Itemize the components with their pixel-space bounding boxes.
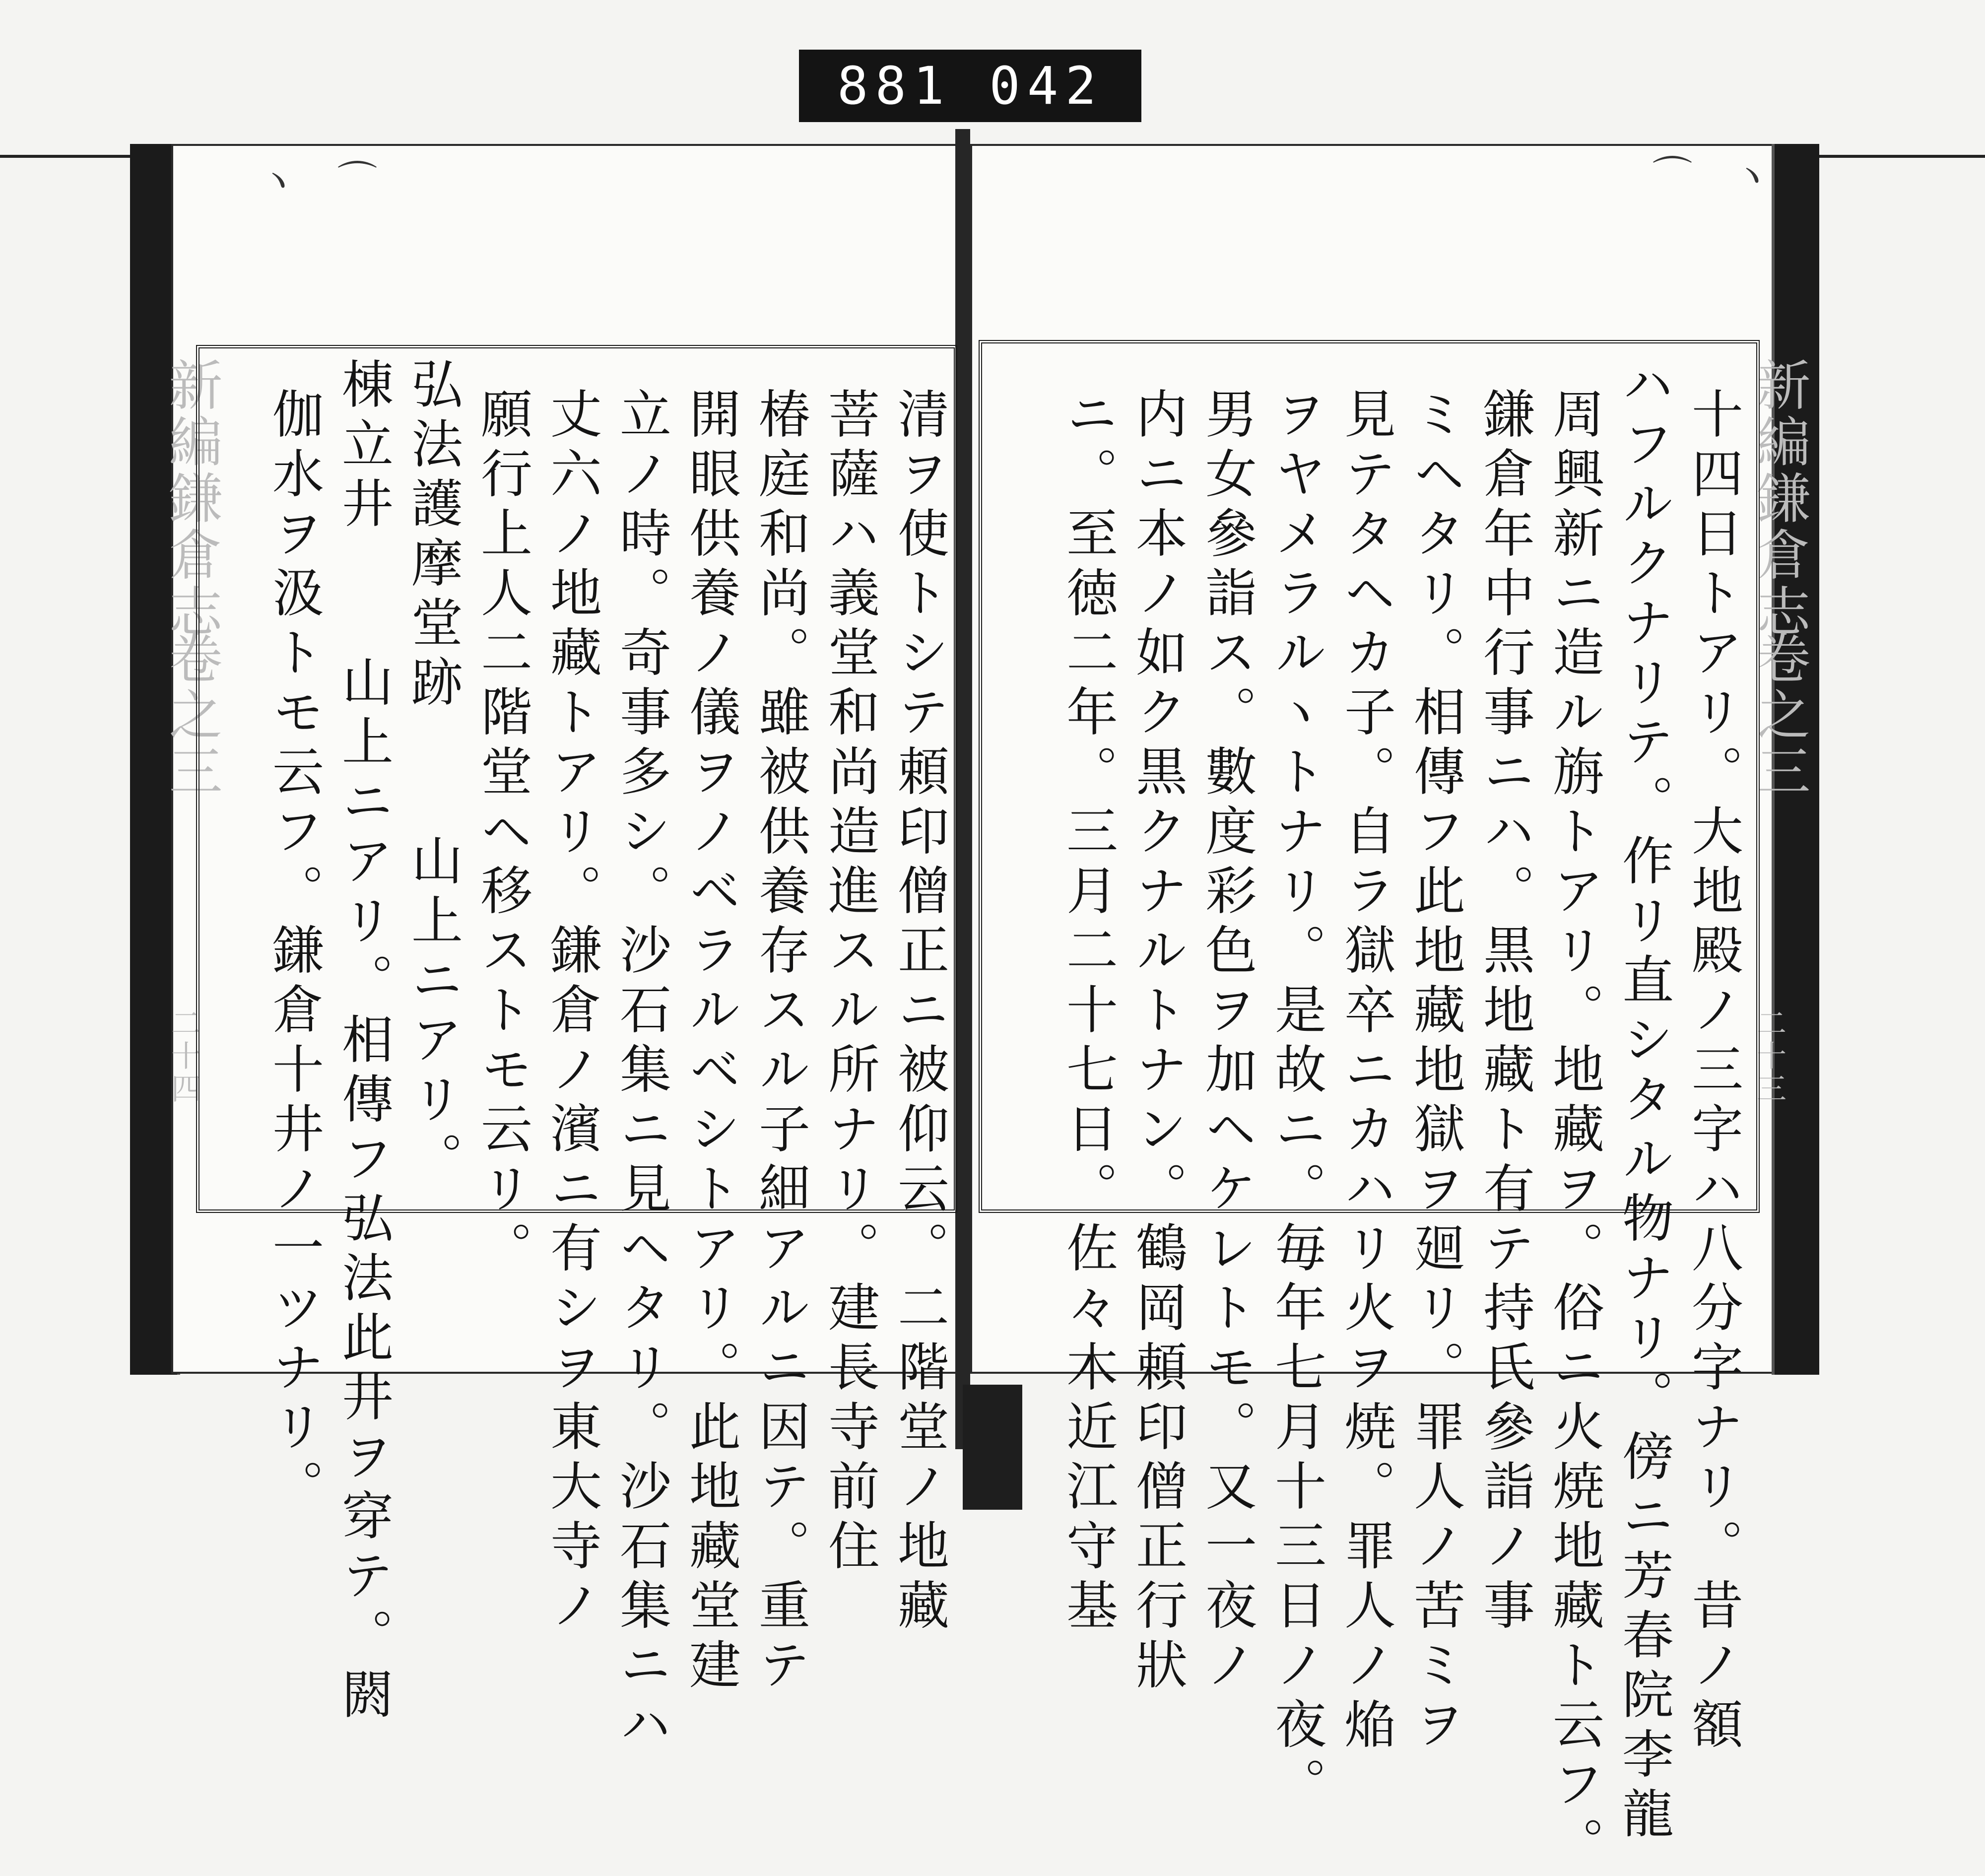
right-text-column: ミヘタリ。相傳フ此地藏地獄ヲ廻リ。罪人ノ苦ミヲ — [1405, 387, 1465, 1757]
paper-mark: ヽ ⌒ — [258, 158, 377, 204]
right-text-column: ヲヤメラルヽトナリ。是故ニ。毎年七月十三日ノ夜。 — [1266, 387, 1326, 1816]
microfilm-reel-number: 881 042 — [799, 50, 1141, 122]
left-text-column: 伽水ヲ汲トモ云フ。鎌倉十井ノ一ツナリ。 — [264, 387, 324, 1519]
right-text-column: 鎌倉年中行事ニハ。黒地藏ト有テ持氏參詣ノ事 — [1474, 387, 1535, 1638]
left-text-column: 立ノ時。奇事多シ。沙石集ニ見ヘタリ。沙石集ニハ — [611, 387, 671, 1757]
left-text-column: 椿庭和尚。雖被供養存スル子細アルニ因テ。重テ — [750, 387, 810, 1697]
right-text-column: ニ。至徳二年。三月二十七日。佐々木近江守基 — [1058, 387, 1118, 1638]
right-text-column: ハフルクナリテ。作リ直シタル物ナリ。傍ニ芳春院李龍 — [1613, 357, 1674, 1846]
book-gutter — [955, 129, 970, 1449]
left-spine-volume: 卷之三 — [160, 630, 222, 800]
right-text-column: 男女參詣ス。數度彩色ヲ加ヘケレトモ。又一夜ノ — [1196, 387, 1257, 1697]
left-text-column: 丈六ノ地藏トアリ。鎌倉ノ濱ニ有シヲ東大寺ノ — [541, 387, 602, 1638]
left-text-column: 清ヲ使トシテ頼印僧正ニ被仰云。二階堂ノ地藏 — [889, 387, 949, 1638]
right-text-column: 見テタヘカ子。自ラ獄卒ニカハリ火ヲ焼。罪人ノ焔 — [1335, 387, 1396, 1757]
left-page-number: 二十四 — [166, 1007, 201, 1106]
right-page-number: 二十三 — [1752, 1007, 1786, 1106]
right-text-column: 内ニ本ノ如ク黒クナルトナン。鶴岡頼印僧正行狀 — [1127, 387, 1188, 1697]
left-text-column: 弘法護摩堂跡 山上ニアリ。 — [402, 357, 463, 1191]
left-text-column: 菩薩ハ義堂和尚造進スル所ナリ。建長寺前住 — [819, 387, 880, 1578]
right-spine-title: 新編鎌倉志 — [1748, 357, 1810, 640]
left-text-column: 願行上人二階堂ヘ移ストモ云リ。 — [472, 387, 532, 1280]
right-text-column: 十四日トアリ。大地殿ノ三字ハ八分字ナリ。昔ノ額 — [1683, 387, 1743, 1757]
right-text-column: 周興新ニ造ル旃トアリ。地藏ヲ。俗ニ火焼地藏ト云フ。 — [1544, 387, 1604, 1876]
left-text-column: 開眼供養ノ儀ヲノベラルベシトアリ。此地藏堂建 — [680, 387, 741, 1697]
left-text-column: 棟立井 山上ニアリ。相傳フ弘法此井ヲ穿テ。閼 — [333, 357, 394, 1727]
left-spine-title: 新編鎌倉志 — [160, 357, 222, 640]
paper-mark: ⌒ ヽ — [1653, 153, 1772, 199]
right-spine-volume: 卷之三 — [1748, 630, 1810, 800]
book-clamp — [963, 1385, 1022, 1510]
